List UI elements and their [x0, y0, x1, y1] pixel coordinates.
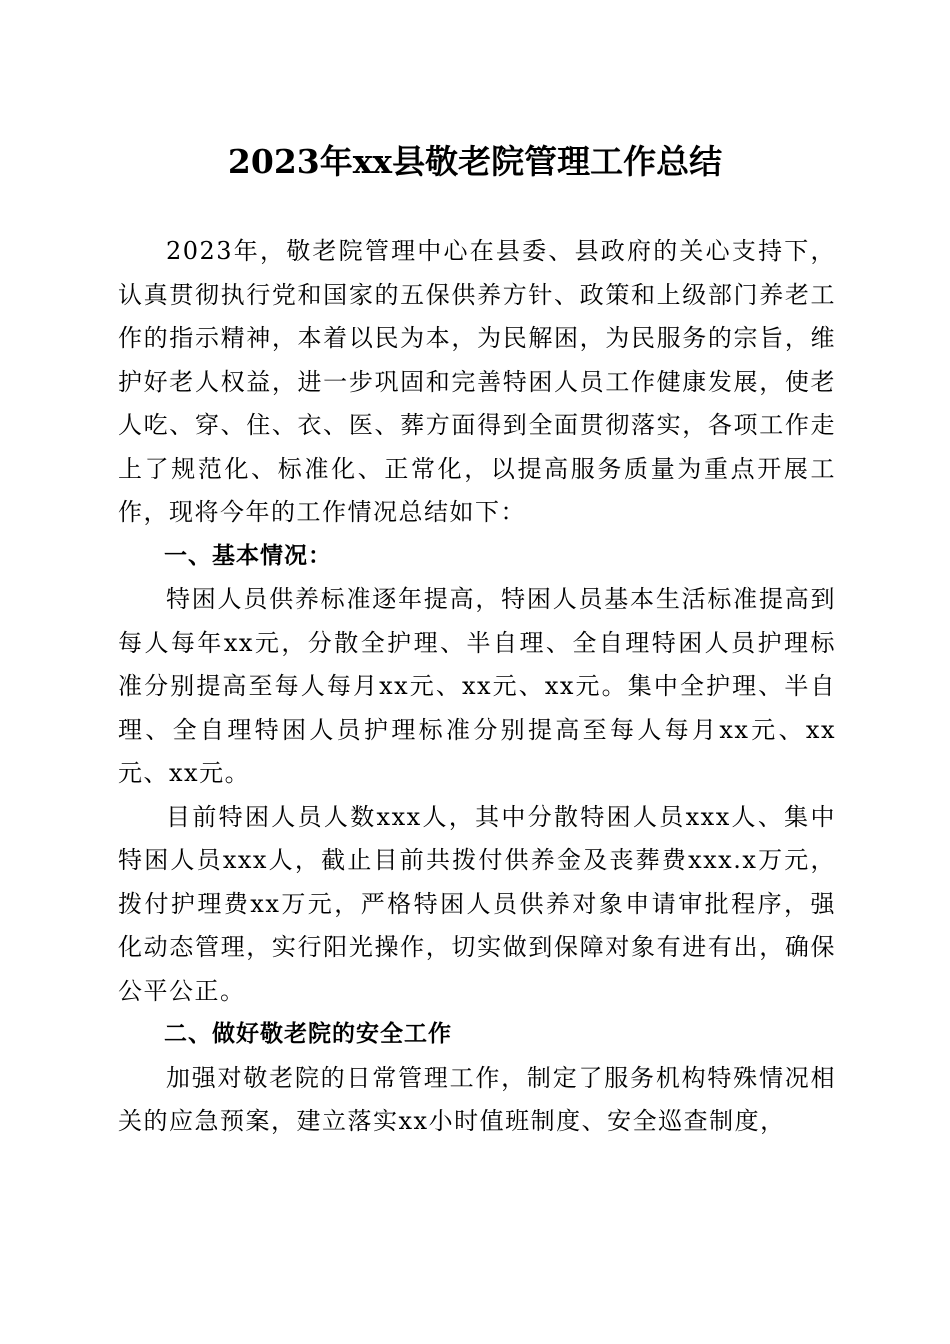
paragraph-support-standards: 特困人员供养标准逐年提高，特困人员基本生活标准提高到每人每年xx元，分散全护理、半自理、全自理特困人员护理标准分别提高至每人每月xx元、xx元、xx元。集中全护理、半自理、全自理特困人员护理标准分别提高至每人每月xx元、xx元、xx元。 — [118, 585, 836, 787]
section-heading-safety-work: 二、做好敬老院的安全工作 — [164, 1021, 452, 1047]
document-body — [118, 230, 836, 1144]
section-heading-basic-situation: 一、基本情况： — [164, 542, 332, 569]
paragraph-current-numbers: 目前特困人员人数xxx人，其中分散特困人员xxx人、集中特困人员xxx人，截止目前共拨付供养金及丧葬费xxx.x万元，拨付护理费xx万元，严格特困人员供养对象申请审批程序，强化动态管理，实行阳光操作，切实做到保障对象有进有出，确保公平公正。 — [118, 802, 836, 1005]
document-title: 2023年xx县敬老院管理工作总结 — [227, 142, 723, 181]
intro-paragraph: 2023年，敬老院管理中心在县委、县政府的关心支持下，认真贯彻执行党和国家的五保供养方针、政策和上级部门养老工作的指示精神，本着以民为本，为民解困，为民服务的宗旨，维护好老人权益，进一步巩固和完善特困人员工作健康发展，使老人吃、穿、住、衣、医、葬方面得到全面贯彻落实，各项工作走上了规范化、标准化、正常化，以提高服务质量为重点开展工作，现将今年的工作情况总结如下： — [118, 237, 836, 526]
paragraph-daily-management: 加强对敬老院的日常管理工作，制定了服务机构特殊情况相关的应急预案，建立落实xx小时值班制度、安全巡查制度， — [118, 1063, 836, 1135]
